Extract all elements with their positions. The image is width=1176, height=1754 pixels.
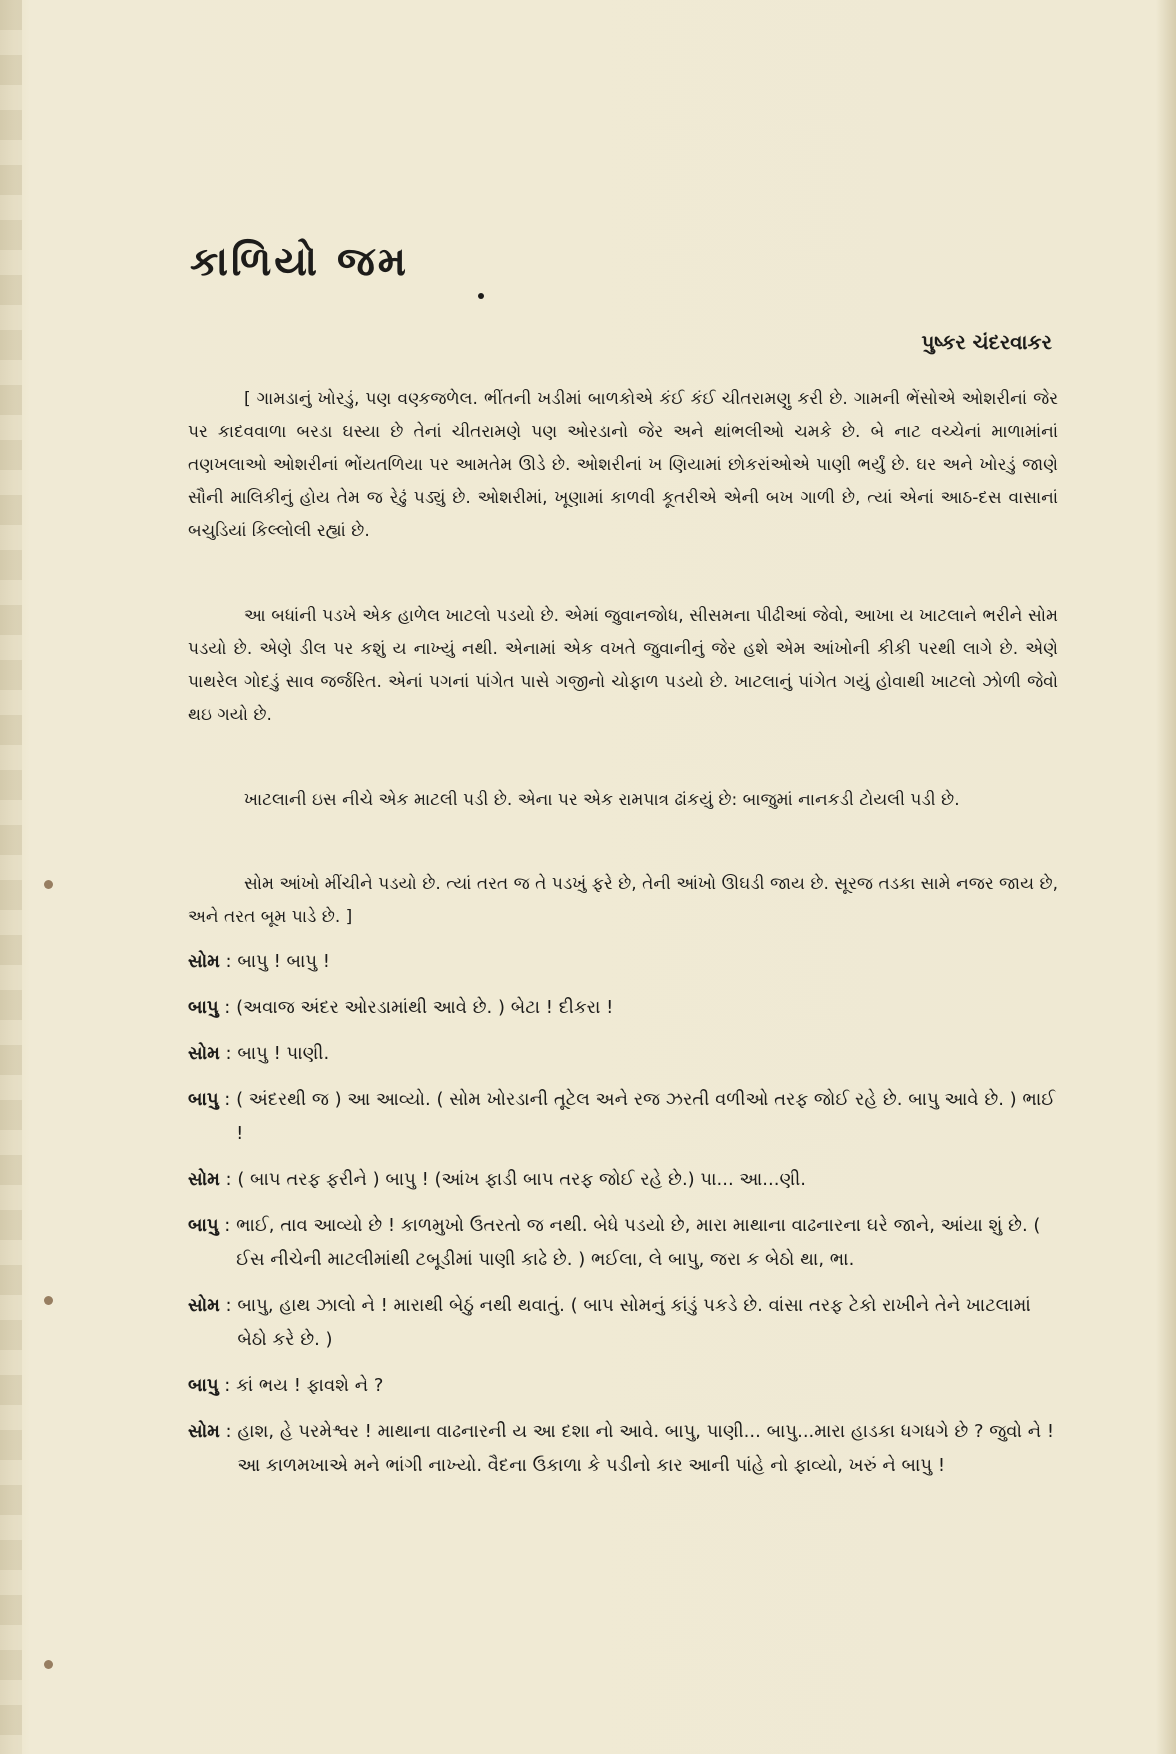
speaker-name: બાપુ <box>188 1089 219 1110</box>
stage-direction-2: આ બધાંની પડખે એક હાળેલ ખાટલો પડયો છે. એમાં જુવાનજોધ, સીસમના પીઢીઆં જેવો, આખા ય ખાટલાને ભરીને સોમ પડયો છે. એણે ડીલ પર કશું ય નાખ્યું નથી. એનામાં એક વખતે જુવાનીનું જેર હશે એમ આંખોની કીકી પરથી લાગે છે. એણે પાથરેલ ગોદડું સાવ જર્જરિત. એનાં પગનાં પાંગેત પાસે ગજીનો ચોફાળ પડયો છે. ખાટલાનું પાંગેત ગયું હોવાથી ખાટલો ઝોળી જેવો થઇ ગયો છે. <box>188 606 1058 725</box>
dialogue-text: બાપુ, હાથ ઝાલો ને ! મારાથી બેઠું નથી થવાતું. ( બાપ સોમનું કાંડું પકડે છે. વાંસા તરફ ટેકો રાખીને તેને ખાટલામાં બેઠો કરે છે. ) <box>237 1295 1031 1350</box>
stage-direction-4: સોમ આંખો મીંચીને પડયો છે. ત્યાં તરત જ તે પડખું ફરે છે, તેની આંખો ઊઘડી જાય છે. સૂરજ તડકા સામે નજર જાય છે, અને તરત બૂમ પાડે છે. ] <box>188 874 1058 927</box>
dialogue-block <box>188 945 1058 1495</box>
title-dot <box>478 293 484 299</box>
binding-hole <box>44 1296 53 1305</box>
stage-direction-3: ખાટલાની ઇસ નીચે એક માટલી પડી છે. એના પર એક રામપાત્ર ઢાંકયું છે: બાજુમાં નાનકડી ટોયલી પડી છે. <box>244 790 960 810</box>
dialogue-text: બાપુ ! પાણી. <box>237 1043 330 1064</box>
dialogue-line: સોમ : ( બાપ તરફ ફરીને ) બાપુ ! (આંખ ફાડી બાપ તરફ જોઈ રહે છે.) પા... આ...ણી. <box>188 1163 1058 1197</box>
dialogue-line: બાપુ : ( અંદરથી જ ) આ આવ્યો. ( સોમ ખોરડાની તૂટેલ અને રજ ઝરતી વળીઓ તરફ જોઈ રહે છે. બાપુ આવે છે. ) ભાઈ ! <box>188 1083 1058 1151</box>
page-title: કાળિયો જમ <box>190 238 410 285</box>
dialogue-text: બાપુ ! બાપુ ! <box>237 951 331 972</box>
speaker-name: બાપુ <box>188 1375 219 1396</box>
speaker-name: સોમ <box>188 1043 220 1064</box>
dialogue-text: હાશ, હે પરમેશ્વર ! માથાના વાઢનારની ય આ દશા નો આવે. બાપુ, પાણી... બાપુ...મારા હાડકા ધગધગે છે ? જુવો ને ! આ કાળમખાએ મને ભાંગી નાખ્યો. વૈદના ઉકાળા કે પડીનો કાર આની પાંહે નો ફાવ્યો, ખરું ને બાપુ ! <box>237 1421 1055 1476</box>
dialogue-line: બાપુ : કાં ભય ! ફાવશે ને ? <box>188 1369 1058 1403</box>
speaker-name: સોમ <box>188 951 220 972</box>
speaker-name: સોમ <box>188 1169 220 1190</box>
binding-hole <box>44 1660 53 1669</box>
dialogue-line: સોમ : બાપુ ! બાપુ ! <box>188 945 1058 979</box>
dialogue-line: સોમ : બાપુ ! પાણી. <box>188 1037 1058 1071</box>
stage-direction-1: [ ગામડાનું ખોરડું, પણ વણ્કજળેલ. ભીંતની ખડીમાં બાળકોએ કંઈ કંઈ ચીતરામણુ કરી છે. ગામની ભેંસોએ ઓશરીનાં જેર પર કાદવવાળા બરડા ઘસ્યા છે તેનાં ચીતરામણે પણ ઓરડાનો જેર અને થાંભલીઓ ચમકે છે. બે નાટ વચ્ચેનાં માળામાંનાં તણખલાઓ ઓશરીનાં ભોંયતળિયા પર આમતેમ ઊડે છે. ઓશરીનાં ખ ણિયામાં છોકરાંઓએ પાણી ભર્યું છે. ઘર અને ખોરડું જાણે સૌની માલિકીનું હોય તેમ જ રેઢું પડ્યું છે. ઓશરીમાં, ખૂણામાં કાળવી કૂતરીએ એની બખ ગાળી છે, ત્યાં એનાં આઠ-દસ વાસાનાં બચુડિયાં કિલ્લોલી રહ્યાં છે. <box>188 389 1058 541</box>
speaker-name: સોમ <box>188 1295 220 1316</box>
binding-edge <box>0 0 22 1754</box>
dialogue-line: બાપુ : (અવાજ અંદર ઓરડામાંથી આવે છે. ) બેટા ! દીકરા ! <box>188 991 1058 1025</box>
binding-hole <box>44 880 53 889</box>
dialogue-text: ( બાપ તરફ ફરીને ) બાપુ ! (આંખ ફાડી બાપ તરફ જોઈ રહે છે.) પા... આ...ણી. <box>237 1169 807 1190</box>
speaker-name: સોમ <box>188 1421 220 1442</box>
author-name: પુષ્કર ચંદરવાકર <box>921 330 1052 354</box>
dialogue-line: સોમ : બાપુ, હાથ ઝાલો ને ! મારાથી બેઠું નથી થવાતું. ( બાપ સોમનું કાંડું પકડે છે. વાંસા તરફ ટેકો રાખીને તેને ખાટલામાં બેઠો કરે છે. ) <box>188 1289 1058 1357</box>
speaker-name: બાપુ <box>188 1215 219 1236</box>
dialogue-text: (અવાજ અંદર ઓરડામાંથી આવે છે. ) બેટા ! દીકરા ! <box>236 997 614 1018</box>
speaker-name: બાપુ <box>188 997 219 1018</box>
dialogue-text: ભાઈ, તાવ આવ્યો છે ! કાળમુખો ઉતરતો જ નથી. બેધે પડયો છે, મારા માથાના વાઢનારના ઘરે જાને, આંયા શું છે. ( ઈસ નીચેની માટલીમાંથી ટબૂડીમાં પાણી કાઢે છે. ) ભઈલા, લે બાપુ, જરા ક બેઠો થા, ભા. <box>236 1215 1041 1270</box>
dialogue-line: બાપુ : ભાઈ, તાવ આવ્યો છે ! કાળમુખો ઉતરતો જ નથી. બેધે પડયો છે, મારા માથાના વાઢનારના ઘરે જાને, આંયા શું છે. ( ઈસ નીચેની માટલીમાંથી ટબૂડીમાં પાણી કાઢે છે. ) ભઈલા, લે બાપુ, જરા ક બેઠો થા, ભા. <box>188 1209 1058 1277</box>
dialogue-line: સોમ : હાશ, હે પરમેશ્વર ! માથાના વાઢનારની ય આ દશા નો આવે. બાપુ, પાણી... બાપુ...મારા હાડકા ધગધગે છે ? જુવો ને ! આ કાળમખાએ મને ભાંગી નાખ્યો. વૈદના ઉકાળા કે પડીનો કાર આની પાંહે નો ફાવ્યો, ખરું ને બાપુ ! <box>188 1415 1058 1483</box>
dialogue-text: ( અંદરથી જ ) આ આવ્યો. ( સોમ ખોરડાની તૂટેલ અને રજ ઝરતી વળીઓ તરફ જોઈ રહે છે. બાપુ આવે છે. ) ભાઈ ! <box>236 1089 1056 1144</box>
dialogue-text: કાં ભય ! ફાવશે ને ? <box>236 1375 384 1396</box>
page-edge <box>1156 0 1176 1754</box>
